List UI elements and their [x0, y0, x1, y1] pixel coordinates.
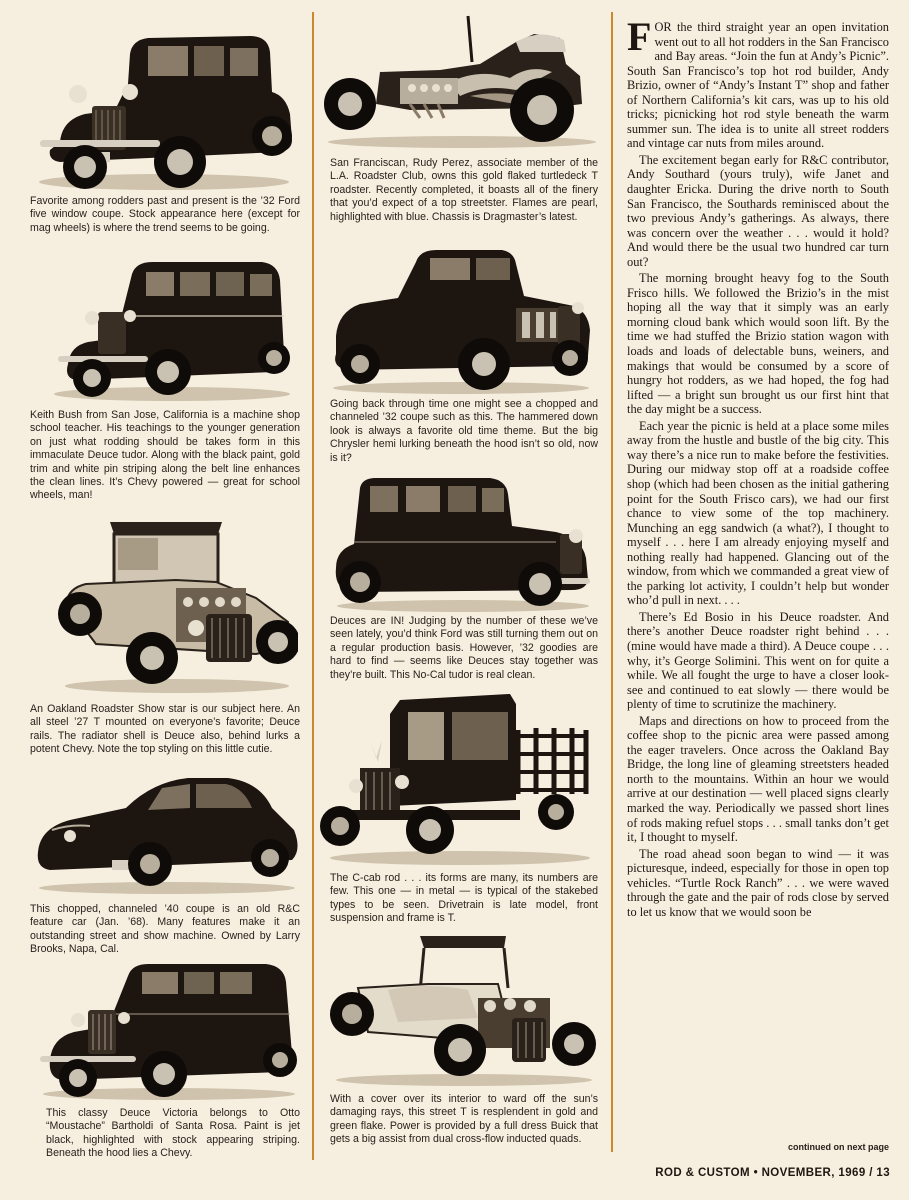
column-rule-right	[611, 12, 613, 1152]
article-paragraph-7: The road ahead soon began to wind — it was picturesque, indeed, especially for those in open top vehicles. “Turtle Rock Ranch” . . . we were waved through the gate and the pair of rods close by served to let us know that we would soon be	[627, 846, 889, 919]
photo-covered-street-t	[328, 928, 600, 1088]
photo-flamed-t-roadster	[320, 12, 604, 150]
photo-deuce-tudor	[48, 256, 296, 404]
caption-deuce-tudor: Keith Bush from San Jose, California is a machine shop school teacher. His teachings to the younger generation on just what rodding should be takes form in this immaculate Deuce tudor. Along with the black paint, gold trim and white pin striping along the belt line enhances the clean lines. It’s Chevy powered — great for school wheels, man!	[30, 409, 300, 502]
article-paragraph-3: The morning brought heavy fog to the South Frisco hills. We followed the Brizio’s in the mist hoping all the way that it simply was an early morning cloud bank which would soon lift. By the time we had stuffed the Brizio station wagon with loads and loads of delectable buns, weiners, and makings that would be consumed by a score of hungry hot rodders, as we had hoped, the fog had lifted — a bright sun brought us our first hint that the day might be a success.	[627, 271, 889, 417]
article-body	[627, 14, 889, 921]
photo-32-five-window-coupe	[30, 22, 298, 192]
photo-deuce-victoria	[36, 960, 302, 1102]
photo-40-coupe	[30, 768, 304, 896]
photo-27-t-roadster	[56, 518, 298, 696]
photo-no-cal-tudor	[330, 474, 596, 614]
article-paragraph-5: There’s Ed Bosio in his Deuce roadster. And there’s another Deuce roadster right behind . . . (mine would have made a third). A Deuce coupe . . . why, it’s George Solimini. This went on for quite a while. We all fought the urge to have a closer look-see and continued to eat slowly — there would be plenty of time to scrutinize the machinery.	[627, 609, 889, 712]
caption-covered-street-t: With a cover over its interior to ward off the sun’s damaging rays, this street T is resplendent in gold and green flake. Power is provided by a full dress Buick that gets a big assist from dual cross-flow inducted quads.	[330, 1093, 598, 1146]
caption-no-cal-tudor: Deuces are IN! Judging by the number of these we’ve seen lately, you’d think Ford was still turning them out on a regular production basis. However, ’32 goodies are hard to find — seems like Deuces stay together was they’re built. This No-Cal tudor is real clean.	[330, 615, 598, 681]
article-paragraph-1: FOR the third straight year an open invitation went out to all hot rodders in the San Francisco and Bay areas. “Join the fun at Andy’s Picnic”. South San Francisco’s top hot rod builder, Andy Brizio, owner of “Andy’s Instant T” shop and father of Northern California’s kit cars, was up to his old tricks; picnicking hot rod style beneath the warm summer sun. The idea is to unite all street rodders and vintage car nuts from miles around.	[627, 14, 889, 151]
caption-27-t-roadster: An Oakland Roadster Show star is our subject here. An all steel ’27 T mounted on everyone’s favorite; Deuce rails. The radiator shell is Deuce also, behind lurks a potent Chevy. Note the top styling on this little cutie.	[30, 703, 300, 756]
caption-deuce-victoria: This classy Deuce Victoria belongs to Otto “Moustache” Bartholdi of Santa Rosa. Paint is jet black, highlighted with stock appearing striping. Beneath the hood lies a Chevy.	[46, 1107, 300, 1160]
drop-cap: F	[627, 14, 652, 59]
article-paragraph-6: Maps and directions on how to proceed from the coffee shop to the picnic area were passed among the eager travelers. Once across the Oakland Bay Bridge, the long line of gleaming streetsters headed north to the mountains. Within an hour we would arrive at our destination — well placed signs clearly marked the way. Periodically we passed short lines of rods making refuel stops . . . small tanks don’t get it, I thought to myself.	[627, 713, 889, 845]
page-footer: ROD & CUSTOM • NOVEMBER, 1969 / 13	[655, 1167, 890, 1179]
caption-32-five-window-coupe: Favorite among rodders past and present is the ’32 Ford five window coupe. Stock appearance here (except for mag wheels) is where the trend seems to be going.	[30, 195, 300, 234]
caption-c-cab-stakebed: The C-cab rod . . . its forms are many, its numbers are few. This one — in metal — is typical of the stakebed types to be seen. Drivetrain is late model, front suspension and frame is T.	[330, 872, 598, 925]
caption-chopped-32-coupe: Going back through time one might see a chopped and channeled ’32 coupe such as this. The hammered down look is always a favorite old time theme. But the big Chrysler hemi lurking beneath the hood isn’t so old, now is it?	[330, 398, 598, 464]
continued-note: continued on next page	[787, 1142, 889, 1152]
article-paragraph-4: Each year the picnic is held at a place some miles away from the hustle and bustle of the big city. This way there’s a nice run to make before the festivities. During our midway stop off at a roadside coffee shop (which had been chosen as the initial gathering point for the South Frisco cars), we had our first chance to view some of the top machinery. Munching an egg sandwich (a what?), I thought to myself . . . here I am already enjoying myself and nothing really had happened. Glancing out of the window, from which we commanded a great view of the parking lot activity, I couldn’t help but wonder who’d pull in next. . . .	[627, 418, 889, 608]
caption-flamed-t-roadster: San Franciscan, Rudy Perez, associate member of the L.A. Roadster Club, owns this gold flaked turtledeck T roadster. Recently completed, it boasts all of the finery that you’d expect of a top streetster. Flames are pearl, highlighted with blue. Chassis is Dragmaster’s latest.	[330, 157, 598, 223]
article-paragraph-2: The excitement began early for R&C contributor, Andy Southard (yours truly), wife Janet and daughter Ericka. During the drive north to South San Francisco, the Southards reminisced about the two previous Andy’s gatherings. As always, there was concern over the weather . . . would it hold? And would there be the usual two hundred car turn out?	[627, 152, 889, 269]
caption-40-coupe: This chopped, channeled ’40 coupe is an old R&C feature car (Jan. ’68). Many features make it an outstanding street and show machine. Owned by Larry Brooks, Napa, Cal.	[30, 903, 300, 956]
photo-c-cab-stakebed	[320, 690, 600, 866]
column-rule-left	[312, 12, 314, 1160]
photo-chopped-32-coupe	[326, 246, 596, 396]
